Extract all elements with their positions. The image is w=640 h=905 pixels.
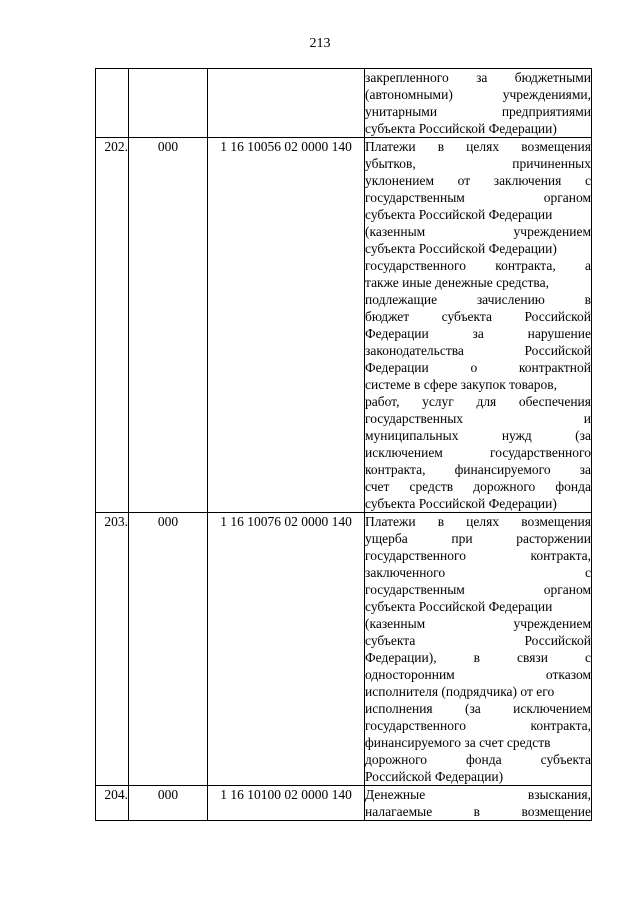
word: субъекта Российской Федерации bbox=[365, 599, 553, 614]
word: для bbox=[476, 394, 497, 409]
text-line bbox=[365, 786, 591, 803]
text-line bbox=[365, 291, 591, 308]
word: подлежащие bbox=[365, 292, 438, 307]
row-number-cell bbox=[96, 69, 129, 138]
word: за bbox=[579, 462, 591, 477]
admin-code-cell bbox=[129, 69, 208, 138]
word: обеспечения bbox=[518, 394, 591, 409]
word: возмещение bbox=[521, 804, 591, 819]
admin-code-cell: 000 bbox=[129, 786, 208, 821]
word: связи bbox=[517, 650, 548, 665]
budget-classification-code-cell: 1 16 10076 02 0000 140 bbox=[208, 513, 365, 786]
text-line bbox=[365, 803, 591, 820]
word: расторжении bbox=[516, 531, 591, 546]
text-line bbox=[365, 86, 591, 103]
text-line bbox=[365, 427, 591, 444]
text-line bbox=[365, 564, 591, 581]
word: контракта, bbox=[530, 718, 591, 733]
text-line bbox=[365, 410, 591, 427]
word: законодательства bbox=[365, 343, 464, 358]
budget-classification-code-cell: 1 16 10056 02 0000 140 bbox=[208, 138, 365, 513]
word: (за bbox=[575, 428, 591, 443]
word: муниципальных bbox=[365, 428, 459, 443]
admin-code-cell: 000 bbox=[129, 138, 208, 513]
word: системе в сфере закупок товаров, bbox=[365, 377, 558, 392]
revenue-name-cell bbox=[365, 138, 592, 513]
text-line bbox=[365, 206, 591, 223]
word: предприятиями bbox=[501, 104, 591, 119]
word: исключением bbox=[365, 445, 443, 460]
word: исполнителя (подрядчика) от его bbox=[365, 684, 555, 699]
word: контракта, bbox=[365, 462, 426, 477]
word: также иные денежные средства, bbox=[365, 275, 549, 290]
budget-classification-code-cell bbox=[208, 69, 365, 138]
word: возмещения bbox=[521, 139, 591, 154]
text-line bbox=[365, 223, 591, 240]
revenue-name-cell bbox=[365, 69, 592, 138]
text-line bbox=[365, 325, 591, 342]
word: средств bbox=[409, 479, 454, 494]
word: Российской bbox=[524, 633, 591, 648]
word: целях bbox=[466, 139, 500, 154]
word: от bbox=[457, 173, 471, 188]
table-row bbox=[96, 513, 592, 786]
word: финансируемого bbox=[454, 462, 551, 477]
word: с bbox=[585, 565, 591, 580]
text-line bbox=[365, 598, 591, 615]
word: учреждениями, bbox=[502, 87, 591, 102]
word: в bbox=[437, 514, 445, 529]
word: учреждением bbox=[513, 224, 591, 239]
word: субъекта bbox=[365, 633, 416, 648]
word: с bbox=[585, 173, 591, 188]
text-line bbox=[365, 138, 591, 155]
text-line bbox=[365, 257, 591, 274]
word: органом bbox=[543, 582, 591, 597]
word: Федерации bbox=[365, 360, 429, 375]
word: контракта, bbox=[495, 258, 556, 273]
word: убытков, bbox=[365, 156, 416, 171]
row-number-cell: 203. bbox=[96, 513, 129, 786]
word: дорожного bbox=[365, 752, 428, 767]
budget-classification-code-cell: 1 16 10100 02 0000 140 bbox=[208, 786, 365, 821]
word: взыскания, bbox=[527, 787, 591, 802]
word: в bbox=[473, 804, 481, 819]
word: Российской bbox=[524, 343, 591, 358]
word: субъекта bbox=[441, 309, 492, 324]
text-line bbox=[365, 615, 591, 632]
word: работ, bbox=[365, 394, 400, 409]
word: нужд bbox=[501, 428, 532, 443]
word: и bbox=[583, 411, 591, 426]
text-line bbox=[365, 376, 591, 393]
word: счет bbox=[365, 479, 390, 494]
word: односторонним bbox=[365, 667, 455, 682]
table-row bbox=[96, 786, 592, 821]
word: бюджетными bbox=[514, 70, 591, 85]
word: Федерации), bbox=[365, 650, 437, 665]
word: с bbox=[584, 650, 591, 665]
table-row bbox=[96, 138, 592, 513]
text-line bbox=[365, 103, 591, 120]
text-line bbox=[365, 717, 591, 734]
text-line bbox=[365, 581, 591, 598]
text-line bbox=[365, 547, 591, 564]
text-line bbox=[365, 342, 591, 359]
word: (автономными) bbox=[365, 87, 453, 102]
word: при bbox=[451, 531, 473, 546]
text-line bbox=[365, 700, 591, 717]
word: целях bbox=[466, 514, 500, 529]
word: заключения bbox=[493, 173, 562, 188]
table-body bbox=[96, 69, 592, 821]
word: государственным bbox=[365, 582, 465, 597]
word: а bbox=[584, 258, 591, 273]
word: субъекта Российской Федерации bbox=[365, 207, 553, 222]
word: фонда bbox=[555, 479, 591, 494]
word: контрактной bbox=[518, 360, 591, 375]
revenue-name-cell bbox=[365, 786, 592, 821]
text-line bbox=[365, 683, 591, 700]
text-line bbox=[365, 461, 591, 478]
word: унитарными bbox=[365, 104, 438, 119]
text-line bbox=[365, 120, 591, 137]
word: за bbox=[472, 326, 484, 341]
text-line bbox=[365, 69, 591, 86]
text-line bbox=[365, 495, 591, 512]
word: в bbox=[584, 292, 591, 307]
row-number-cell: 204. bbox=[96, 786, 129, 821]
word: заключенного bbox=[365, 565, 446, 580]
text-line bbox=[365, 172, 591, 189]
word: государственного bbox=[365, 548, 466, 563]
word: закрепленного bbox=[365, 70, 449, 85]
word: исключением bbox=[513, 701, 591, 716]
text-line bbox=[365, 189, 591, 206]
word: субъекта Российской Федерации) bbox=[365, 241, 557, 256]
word: субъекта Российской Федерации) bbox=[365, 496, 557, 511]
text-line bbox=[365, 359, 591, 376]
word: в bbox=[437, 139, 445, 154]
word: субъекта Российской Федерации) bbox=[365, 121, 557, 136]
word: уклонением bbox=[365, 173, 434, 188]
text-line bbox=[365, 751, 591, 768]
word: учреждением bbox=[513, 616, 591, 631]
word: услуг bbox=[422, 394, 454, 409]
word: финансируемого за счет средств bbox=[365, 735, 551, 750]
word: возмещения bbox=[521, 514, 591, 529]
word: контракта, bbox=[530, 548, 591, 563]
word: Российской Федерации) bbox=[365, 769, 504, 784]
word: фонда bbox=[466, 752, 502, 767]
text-line bbox=[365, 478, 591, 495]
revenue-name-cell bbox=[365, 513, 592, 786]
word: государственного bbox=[365, 718, 466, 733]
budget-codes-table bbox=[95, 68, 592, 821]
word: исполнения bbox=[365, 701, 433, 716]
word: Платежи bbox=[365, 514, 416, 529]
text-line bbox=[365, 530, 591, 547]
word: за bbox=[476, 70, 488, 85]
word: отказом bbox=[545, 667, 591, 682]
row-number-cell: 202. bbox=[96, 138, 129, 513]
word: причиненных bbox=[512, 156, 591, 171]
text-line bbox=[365, 155, 591, 172]
word: органом bbox=[543, 190, 591, 205]
word: дорожного bbox=[473, 479, 536, 494]
word: (за bbox=[464, 701, 481, 716]
word: Денежные bbox=[365, 787, 426, 802]
word: государственного bbox=[365, 258, 466, 273]
word: государственных bbox=[365, 411, 464, 426]
word: налагаемые bbox=[365, 804, 433, 819]
word: бюджет bbox=[365, 309, 410, 324]
word: о bbox=[470, 360, 478, 375]
word: субъекта bbox=[540, 752, 591, 767]
word: (казенным bbox=[365, 616, 426, 631]
word: в bbox=[473, 650, 481, 665]
text-line bbox=[365, 393, 591, 410]
text-line bbox=[365, 240, 591, 257]
word: (казенным bbox=[365, 224, 426, 239]
text-line bbox=[365, 632, 591, 649]
text-line bbox=[365, 768, 591, 785]
text-line bbox=[365, 513, 591, 530]
text-line bbox=[365, 274, 591, 291]
admin-code-cell: 000 bbox=[129, 513, 208, 786]
word: Федерации bbox=[365, 326, 429, 341]
text-line bbox=[365, 444, 591, 461]
text-line bbox=[365, 734, 591, 751]
text-line bbox=[365, 649, 591, 666]
word: государственным bbox=[365, 190, 465, 205]
text-line bbox=[365, 666, 591, 683]
word: нарушение bbox=[527, 326, 591, 341]
table-row bbox=[96, 69, 592, 138]
page-number: 213 bbox=[309, 36, 331, 51]
text-line bbox=[365, 308, 591, 325]
word: ущерба bbox=[365, 531, 408, 546]
word: Платежи bbox=[365, 139, 416, 154]
word: государственного bbox=[490, 445, 591, 460]
word: Российской bbox=[524, 309, 591, 324]
word: зачислению bbox=[476, 292, 545, 307]
